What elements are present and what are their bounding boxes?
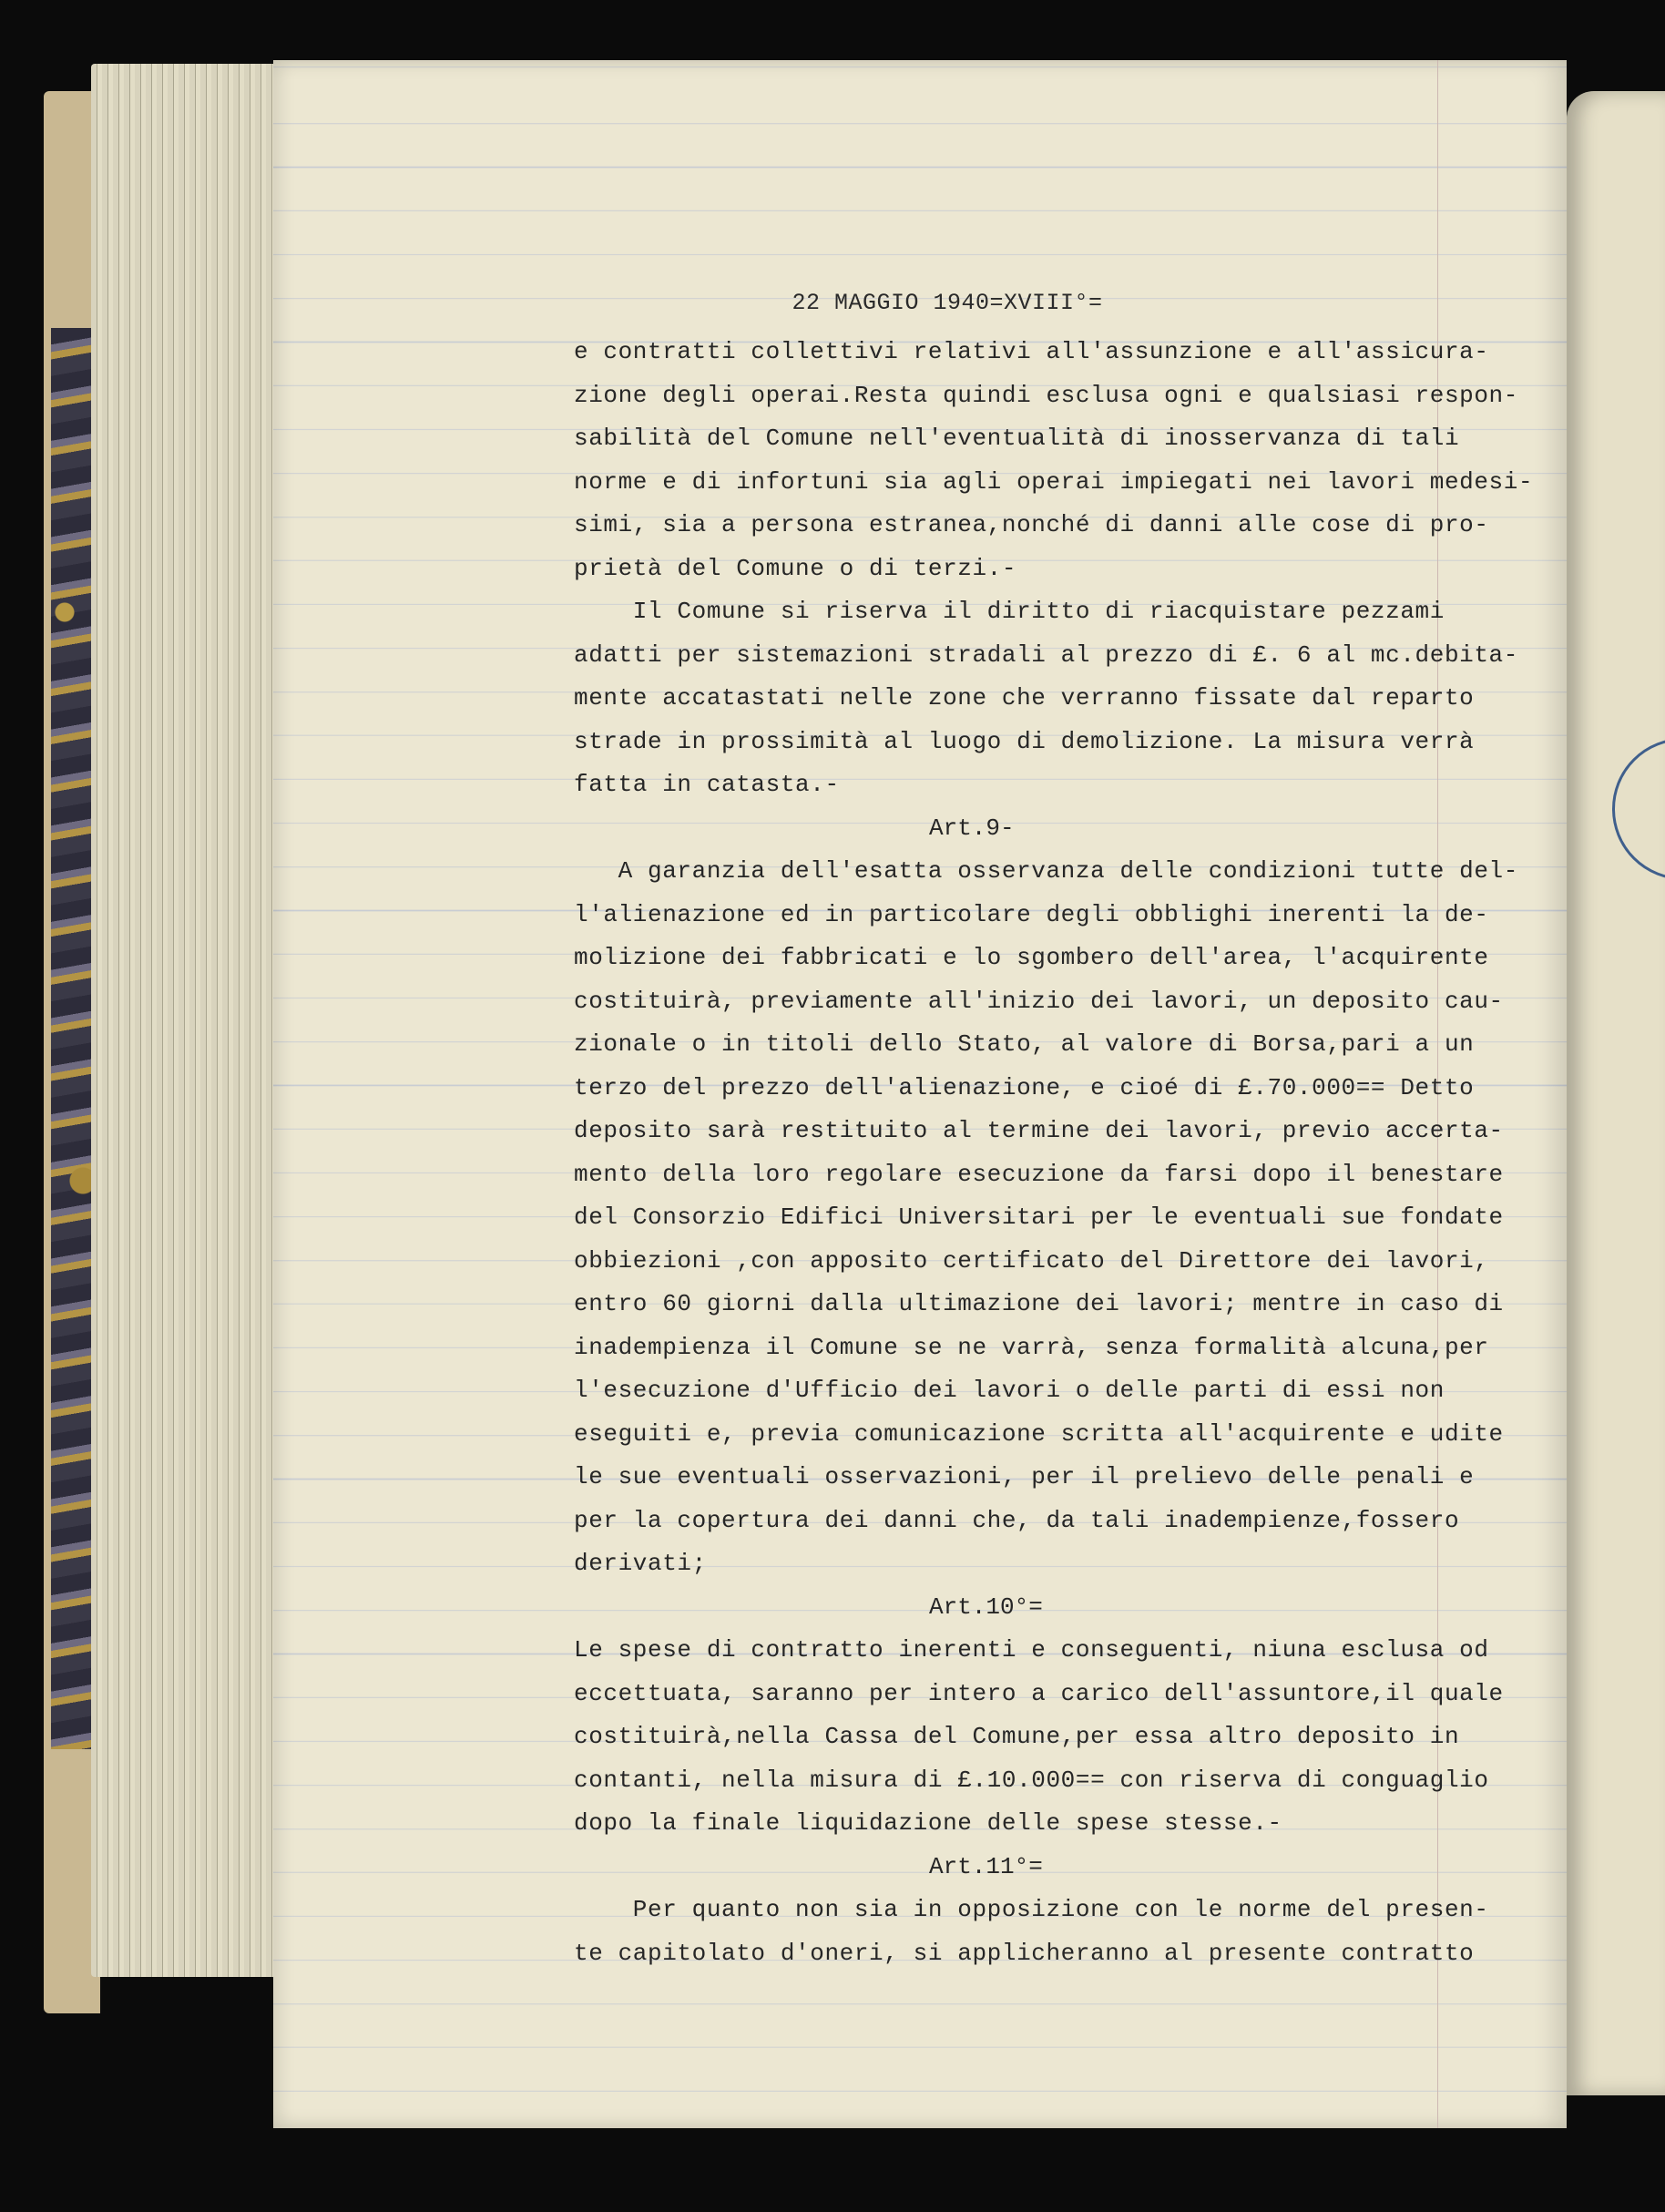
text-line: costituirà,nella Cassa del Comune,per essa altro deposito in xyxy=(574,1723,1460,1750)
text-line: zione degli operai.Resta quindi esclusa ogni e qualsiasi respon- xyxy=(574,381,1518,409)
article-heading: Art.9- xyxy=(929,814,1015,842)
text-line: derivati; xyxy=(574,1550,707,1577)
text-line: Per quanto non sia in opposizione con le norme del presen- xyxy=(574,1896,1489,1923)
text-line: e contratti collettivi relativi all'assunzione e all'assicura- xyxy=(574,338,1489,365)
text-line: sabilità del Comune nell'eventualità di inosservanza di tali xyxy=(574,425,1460,452)
text-line: terzo del prezzo dell'alienazione, e cioé di £.70.000== Detto xyxy=(574,1073,1475,1101)
page-header: 22 MAGGIO 1940=XVIII°= xyxy=(792,290,1103,316)
text-line: A garanzia dell'esatta osservanza delle condizioni tutte del- xyxy=(574,857,1518,885)
document-page xyxy=(273,60,1567,2128)
text-line: mente accatastati nelle zone che verranno fissate dal reparto xyxy=(574,684,1475,712)
text-line: le sue eventuali osservazioni, per il prelievo delle penali e xyxy=(574,1463,1475,1490)
text-line: prietà del Comune o di terzi.- xyxy=(574,554,1017,582)
text-line: obbiezioni ,con apposito certificato del Direttore dei lavori, xyxy=(574,1246,1489,1275)
text-line: simi, sia a persona estranea,nonché di danni alle cose di pro- xyxy=(574,511,1489,538)
text-line: l'alienazione ed in particolare degli obblighi inerenti la de- xyxy=(574,900,1489,928)
text-line: fatta in catasta.- xyxy=(574,771,840,798)
text-line: inadempienza il Comune se ne varrà, senza formalità alcuna,per xyxy=(574,1333,1489,1361)
text-line: molizione dei fabbricati e lo sgombero dell'area, l'acquirente xyxy=(574,944,1489,971)
text-line: l'esecuzione d'Ufficio dei lavori o delle parti di essi non xyxy=(574,1377,1445,1404)
text-line: eccettuata, saranno per intero a carico dell'assuntore,il quale xyxy=(574,1679,1504,1707)
text-line: entro 60 giorni dalla ultimazione dei lavori; mentre in caso di xyxy=(574,1290,1504,1317)
text-line: deposito sarà restituito al termine dei lavori, previo accerta- xyxy=(574,1117,1504,1144)
text-line: costituirà, previamente all'inizio dei lavori, un deposito cau- xyxy=(574,987,1504,1015)
facing-page-edge xyxy=(1567,91,1665,2095)
text-line: te capitolato d'oneri, si applicheranno al presente contratto xyxy=(574,1939,1475,1967)
text-line: norme e di infortuni sia agli operai impiegati nei lavori medesi- xyxy=(574,467,1534,496)
marbled-cover xyxy=(51,328,97,1749)
text-line: mento della loro regolare esecuzione da farsi dopo il benestare xyxy=(574,1160,1504,1188)
text-line: Le spese di contratto inerenti e conseguenti, niuna esclusa od xyxy=(574,1636,1489,1664)
text-line: Il Comune si riserva il diritto di riacquistare pezzami xyxy=(574,598,1445,625)
text-line: zionale o in titoli dello Stato, al valore di Borsa,pari a un xyxy=(574,1030,1475,1058)
text-line: dopo la finale liquidazione delle spese stesse.- xyxy=(574,1809,1282,1837)
text-line: strade in prossimità al luogo di demolizione. La misura verrà xyxy=(574,727,1475,755)
text-line: adatti per sistemazioni stradali al prezzo di £. 6 al mc.debita- xyxy=(574,640,1518,669)
text-line: del Consorzio Edifici Universitari per le eventuali sue fondate xyxy=(574,1203,1504,1231)
article-heading: Art.11°= xyxy=(929,1852,1043,1880)
text-line: contanti, nella misura di £.10.000== con riserva di conguaglio xyxy=(574,1766,1489,1794)
article-heading: Art.10°= xyxy=(929,1592,1043,1621)
page-edges xyxy=(91,64,282,1977)
text-line: eseguiti e, previa comunicazione scritta all'acquirente e udite xyxy=(574,1419,1504,1448)
text-line: per la copertura dei danni che, da tali inadempienze,fossero xyxy=(574,1506,1460,1534)
